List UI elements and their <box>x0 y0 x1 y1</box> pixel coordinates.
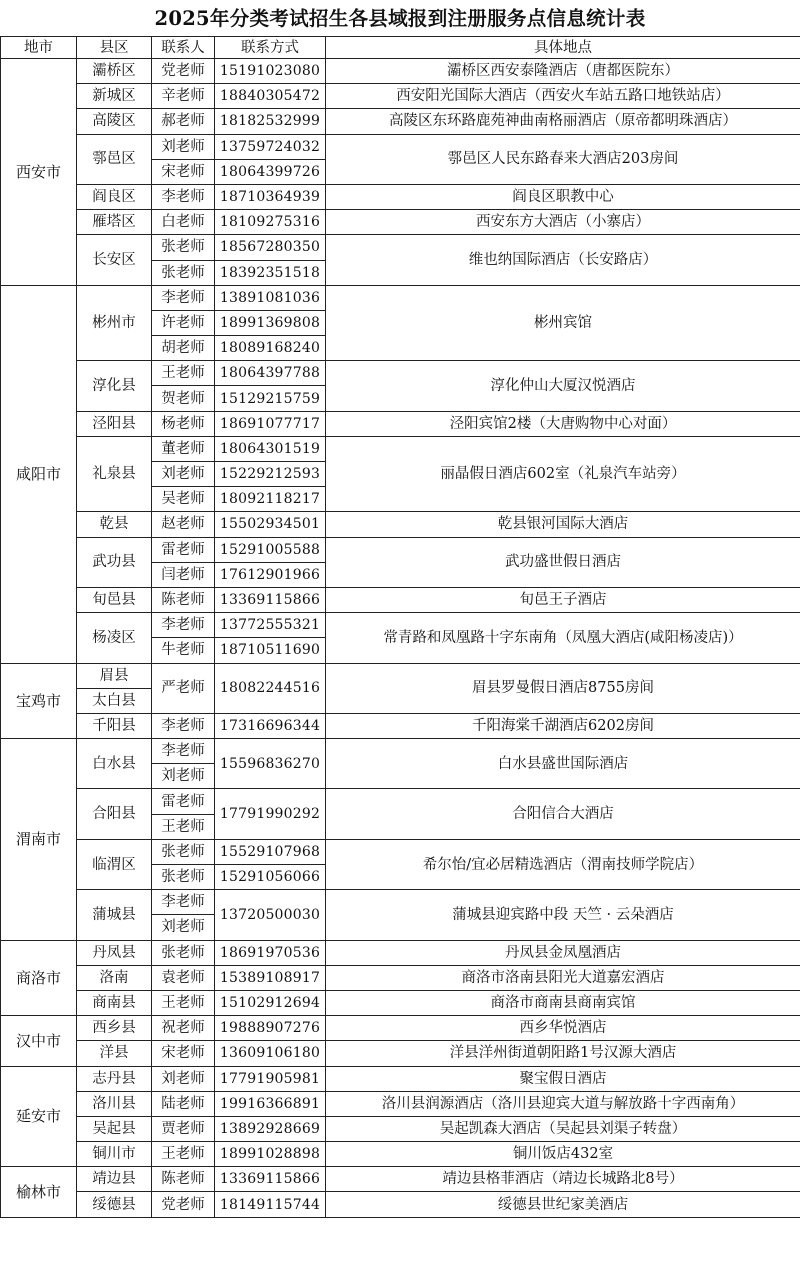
table-row <box>1 1167 800 1192</box>
table-row <box>1 613 800 638</box>
table-cell: 祝老师 <box>152 1016 215 1041</box>
phone-cell: 13369115866 <box>215 587 326 612</box>
phone-cell: 18991028898 <box>215 1142 326 1167</box>
table-cell: 武功县 <box>77 537 152 587</box>
table-cell: 高陵区 <box>77 109 152 134</box>
address-cell: 洛川县润源酒店（洛川县迎宾大道与解放路十字西南角） <box>326 1091 800 1116</box>
city-cell: 咸阳市 <box>1 285 77 663</box>
phone-cell: 17612901966 <box>215 562 326 587</box>
address-cell: 泾阳宾馆2楼（大唐购物中心对面） <box>326 411 800 436</box>
address-cell: 西乡华悦酒店 <box>326 1016 800 1041</box>
table-row <box>1 84 800 109</box>
table-cell: 丹凤县 <box>77 940 152 965</box>
table-row <box>1 739 800 764</box>
phone-cell: 13609106180 <box>215 1041 326 1066</box>
phone-cell: 15291005588 <box>215 537 326 562</box>
table-cell: 礼泉县 <box>77 436 152 512</box>
table-cell: 雁塔区 <box>77 210 152 235</box>
table-cell: 铜川市 <box>77 1142 152 1167</box>
table-cell: 牛老师 <box>152 638 215 663</box>
header-contact: 联系人 <box>152 37 215 59</box>
table-cell: 白水县 <box>77 739 152 789</box>
table-cell: 洋县 <box>77 1041 152 1066</box>
table-cell: 商南县 <box>77 990 152 1015</box>
table-row <box>1 587 800 612</box>
city-cell: 延安市 <box>1 1066 77 1167</box>
table-cell: 淳化县 <box>77 361 152 411</box>
city-cell: 西安市 <box>1 59 77 286</box>
phone-cell: 17316696344 <box>215 713 326 738</box>
table-cell: 胡老师 <box>152 336 215 361</box>
phone-cell: 18092118217 <box>215 487 326 512</box>
table-cell: 贺老师 <box>152 386 215 411</box>
table-cell: 张老师 <box>152 235 215 260</box>
header-city: 地市 <box>1 37 77 59</box>
phone-cell: 15191023080 <box>215 59 326 84</box>
table-row <box>1 1016 800 1041</box>
table-cell: 太白县 <box>77 688 152 713</box>
table-cell: 陆老师 <box>152 1091 215 1116</box>
table-cell: 王老师 <box>152 361 215 386</box>
table-cell: 洛南 <box>77 965 152 990</box>
table-cell: 陈老师 <box>152 587 215 612</box>
table-cell: 王老师 <box>152 1142 215 1167</box>
phone-cell: 13759724032 <box>215 134 326 159</box>
table-cell: 张老师 <box>152 940 215 965</box>
table-cell: 彬州市 <box>77 285 152 361</box>
address-cell: 彬州宾馆 <box>326 285 800 361</box>
table-row <box>1 1066 800 1091</box>
table-cell: 赵老师 <box>152 512 215 537</box>
address-cell: 西安阳光国际大酒店（西安火车站五路口地铁站店） <box>326 84 800 109</box>
phone-cell: 18691077717 <box>215 411 326 436</box>
phone-cell: 15502934501 <box>215 512 326 537</box>
address-cell: 丹凤县金凤凰酒店 <box>326 940 800 965</box>
table-cell: 刘老师 <box>152 134 215 159</box>
table-cell: 李老师 <box>152 890 215 915</box>
city-cell: 渭南市 <box>1 739 77 941</box>
phone-cell: 18392351518 <box>215 260 326 285</box>
phone-cell: 15291056066 <box>215 865 326 890</box>
address-cell: 商洛市洛南县阳光大道嘉宏酒店 <box>326 965 800 990</box>
phone-cell: 17791905981 <box>215 1066 326 1091</box>
table-row <box>1 184 800 209</box>
table-cell: 千阳县 <box>77 713 152 738</box>
table-cell: 陈老师 <box>152 1167 215 1192</box>
table-row <box>1 109 800 134</box>
address-cell: 淳化仲山大厦汉悦酒店 <box>326 361 800 411</box>
table-row <box>1 1116 800 1141</box>
table-row <box>1 789 800 814</box>
table-row <box>1 361 800 386</box>
table-row <box>1 940 800 965</box>
phone-cell: 13892928669 <box>215 1116 326 1141</box>
table-cell: 张老师 <box>152 839 215 864</box>
table-cell: 李老师 <box>152 285 215 310</box>
table-cell: 闫老师 <box>152 562 215 587</box>
table-cell: 刘老师 <box>152 764 215 789</box>
table-body <box>1 59 800 1218</box>
address-cell: 商洛市商南县商南宾馆 <box>326 990 800 1015</box>
address-cell: 灞桥区西安泰隆酒店（唐都医院东） <box>326 59 800 84</box>
address-cell: 旬邑王子酒店 <box>326 587 800 612</box>
city-cell: 宝鸡市 <box>1 663 77 739</box>
table-cell: 洛川县 <box>77 1091 152 1116</box>
table-row <box>1 965 800 990</box>
address-cell: 丽晶假日酒店602室（礼泉汽车站旁） <box>326 436 800 512</box>
phone-cell: 13891081036 <box>215 285 326 310</box>
table-cell: 新城区 <box>77 84 152 109</box>
phone-cell: 18991369808 <box>215 310 326 335</box>
table-cell: 许老师 <box>152 310 215 335</box>
address-cell: 聚宝假日酒店 <box>326 1066 800 1091</box>
table-cell: 宋老师 <box>152 1041 215 1066</box>
table-cell: 蒲城县 <box>77 890 152 940</box>
table-cell: 泾阳县 <box>77 411 152 436</box>
table-cell: 郝老师 <box>152 109 215 134</box>
table-cell: 雷老师 <box>152 789 215 814</box>
phone-cell: 19916366891 <box>215 1091 326 1116</box>
table-row <box>1 839 800 864</box>
phone-cell: 18089168240 <box>215 336 326 361</box>
table-cell: 白老师 <box>152 210 215 235</box>
address-cell: 吴起凯森大酒店（吴起县刘渠子转盘） <box>326 1116 800 1141</box>
table-row <box>1 1091 800 1116</box>
phone-cell: 18710364939 <box>215 184 326 209</box>
address-cell: 西安东方大酒店（小寨店） <box>326 210 800 235</box>
table-cell: 吴起县 <box>77 1116 152 1141</box>
phone-cell: 15389108917 <box>215 965 326 990</box>
table-cell: 贾老师 <box>152 1116 215 1141</box>
phone-cell: 15529107968 <box>215 839 326 864</box>
address-cell: 洋县洋州街道朝阳路1号汉源大酒店 <box>326 1041 800 1066</box>
table-row <box>1 436 800 461</box>
table-cell: 张老师 <box>152 260 215 285</box>
table-cell: 宋老师 <box>152 159 215 184</box>
table-cell: 旬邑县 <box>77 587 152 612</box>
table-cell: 王老师 <box>152 990 215 1015</box>
table-cell: 绥德县 <box>77 1192 152 1217</box>
phone-cell: 13772555321 <box>215 613 326 638</box>
phone-cell: 15596836270 <box>215 739 326 789</box>
phone-cell: 15102912694 <box>215 990 326 1015</box>
table-cell: 雷老师 <box>152 537 215 562</box>
address-cell: 白水县盛世国际酒店 <box>326 739 800 789</box>
city-cell: 汉中市 <box>1 1016 77 1066</box>
header-address: 具体地点 <box>326 37 800 59</box>
table-cell: 鄠邑区 <box>77 134 152 184</box>
phone-cell: 19888907276 <box>215 1016 326 1041</box>
address-cell: 眉县罗曼假日酒店8755房间 <box>326 663 800 713</box>
table-cell: 李老师 <box>152 613 215 638</box>
table-row <box>1 990 800 1015</box>
table-cell: 严老师 <box>152 663 215 713</box>
table-cell: 灞桥区 <box>77 59 152 84</box>
phone-cell: 18064397788 <box>215 361 326 386</box>
table-row <box>1 537 800 562</box>
phone-cell: 18567280350 <box>215 235 326 260</box>
address-cell: 鄠邑区人民东路春来大酒店203房间 <box>326 134 800 184</box>
table-cell: 志丹县 <box>77 1066 152 1091</box>
table-row <box>1 1041 800 1066</box>
table-row <box>1 59 800 84</box>
table-row <box>1 235 800 260</box>
table-cell: 临渭区 <box>77 839 152 889</box>
phone-cell: 18149115744 <box>215 1192 326 1217</box>
table-cell: 刘老师 <box>152 1066 215 1091</box>
phone-cell: 18691970536 <box>215 940 326 965</box>
table-cell: 李老师 <box>152 739 215 764</box>
table-row <box>1 1142 800 1167</box>
table-row <box>1 134 800 159</box>
table-cell: 长安区 <box>77 235 152 285</box>
table-cell: 王老师 <box>152 814 215 839</box>
table-row <box>1 713 800 738</box>
phone-cell: 17791990292 <box>215 789 326 839</box>
table-cell: 党老师 <box>152 59 215 84</box>
table-cell: 乾县 <box>77 512 152 537</box>
address-cell: 常青路和凤凰路十字东南角（凤凰大酒店(咸阳杨凌店)） <box>326 613 800 663</box>
phone-cell: 18182532999 <box>215 109 326 134</box>
address-cell: 合阳信合大酒店 <box>326 789 800 839</box>
table-row <box>1 210 800 235</box>
phone-cell: 13720500030 <box>215 890 326 940</box>
table-cell: 杨老师 <box>152 411 215 436</box>
address-cell: 千阳海棠千湖酒店6202房间 <box>326 713 800 738</box>
table-row <box>1 512 800 537</box>
phone-cell: 18109275316 <box>215 210 326 235</box>
address-cell: 靖边县格菲酒店（靖边长城路北8号） <box>326 1167 800 1192</box>
phone-cell: 13369115866 <box>215 1167 326 1192</box>
table-cell: 党老师 <box>152 1192 215 1217</box>
address-cell: 铜川饭店432室 <box>326 1142 800 1167</box>
table-cell: 吴老师 <box>152 487 215 512</box>
page-title: 2025年分类考试招生各县域报到注册服务点信息统计表 <box>154 7 646 30</box>
table-cell: 杨凌区 <box>77 613 152 663</box>
table-cell: 西乡县 <box>77 1016 152 1041</box>
table-cell: 阎良区 <box>77 184 152 209</box>
city-cell: 商洛市 <box>1 940 77 1016</box>
header-phone: 联系方式 <box>215 37 326 59</box>
table-row <box>1 285 800 310</box>
table-cell: 刘老师 <box>152 915 215 940</box>
address-cell: 绥德县世纪家美酒店 <box>326 1192 800 1217</box>
table-cell: 靖边县 <box>77 1167 152 1192</box>
phone-cell: 18082244516 <box>215 663 326 713</box>
info-table <box>0 36 800 1218</box>
phone-cell: 15129215759 <box>215 386 326 411</box>
table-cell: 刘老师 <box>152 462 215 487</box>
address-cell: 希尔怡/宜必居精选酒店（渭南技师学院店） <box>326 839 800 889</box>
table-cell: 辛老师 <box>152 84 215 109</box>
phone-cell: 15229212593 <box>215 462 326 487</box>
table-cell: 眉县 <box>77 663 152 688</box>
header-county: 县区 <box>77 37 152 59</box>
address-cell: 武功盛世假日酒店 <box>326 537 800 587</box>
table-cell: 李老师 <box>152 184 215 209</box>
table-cell: 张老师 <box>152 865 215 890</box>
address-cell: 蒲城县迎宾路中段 天竺 · 云朵酒店 <box>326 890 800 940</box>
phone-cell: 18710511690 <box>215 638 326 663</box>
address-cell: 乾县银河国际大酒店 <box>326 512 800 537</box>
address-cell: 高陵区东环路鹿苑神曲南格丽酒店（原帝都明珠酒店） <box>326 109 800 134</box>
table-row <box>1 411 800 436</box>
table-header <box>1 37 800 59</box>
table-cell: 袁老师 <box>152 965 215 990</box>
address-cell: 阎良区职教中心 <box>326 184 800 209</box>
table-row <box>1 663 800 688</box>
city-cell: 榆林市 <box>1 1167 77 1217</box>
phone-cell: 18840305472 <box>215 84 326 109</box>
table-cell: 董老师 <box>152 436 215 461</box>
phone-cell: 18064399726 <box>215 159 326 184</box>
table-cell: 李老师 <box>152 713 215 738</box>
table-row <box>1 890 800 915</box>
phone-cell: 18064301519 <box>215 436 326 461</box>
table-cell: 合阳县 <box>77 789 152 839</box>
table-row <box>1 1192 800 1217</box>
address-cell: 维也纳国际酒店（长安路店） <box>326 235 800 285</box>
